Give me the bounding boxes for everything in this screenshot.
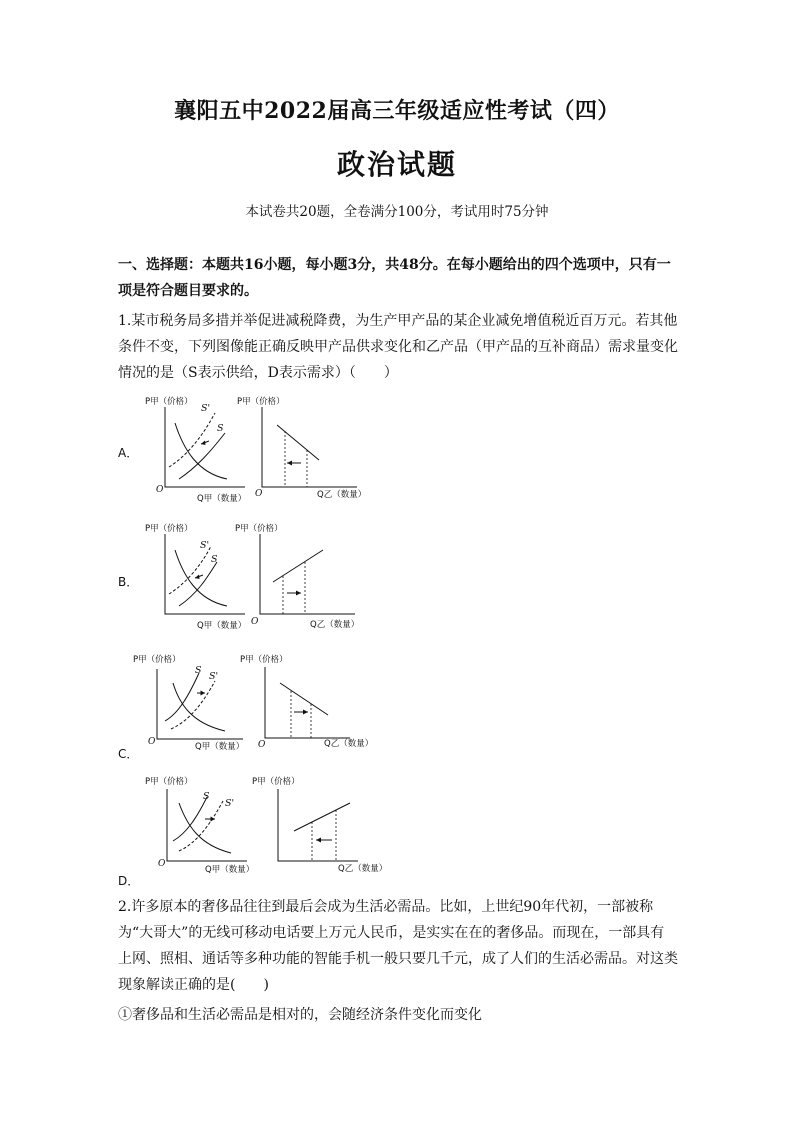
axes xyxy=(157,669,243,739)
price-axis-label: P甲（价格） xyxy=(145,524,193,534)
supply-curve-new xyxy=(169,546,211,594)
price-axis-label: P甲（价格） xyxy=(235,524,283,534)
quantity-axis-label: Q乙（数量） xyxy=(317,490,367,500)
axes xyxy=(265,667,350,738)
option-b-label: B． xyxy=(118,575,139,589)
price-axis-label: P甲（价格） xyxy=(145,777,193,787)
axes xyxy=(278,789,358,861)
supply-curve-original xyxy=(165,673,199,721)
demand-curve xyxy=(175,550,227,606)
subject-title: 政治试题 xyxy=(336,148,457,181)
quantity-axis-label: Q甲（数量） xyxy=(205,865,255,875)
origin-label: O xyxy=(258,740,266,750)
s-prime-label: S' xyxy=(225,798,235,809)
supply-curve-original xyxy=(179,562,217,606)
option-d-demand-graph xyxy=(252,773,402,885)
origin-label: O xyxy=(255,489,263,499)
price-axis-label: P甲（价格） xyxy=(133,655,181,665)
origin-label: O xyxy=(251,617,259,627)
s-prime-label: S' xyxy=(200,540,210,551)
origin-label: O xyxy=(158,859,166,869)
demand-line xyxy=(277,425,319,460)
demand-line xyxy=(273,550,323,582)
school-title: 襄阳五中2022届高三年级适应性考试（四） xyxy=(174,98,620,124)
option-c-supply-graph xyxy=(133,651,255,763)
quantity-axis-label: Q甲（数量） xyxy=(197,621,247,631)
option-a-demand-graph xyxy=(237,393,377,505)
supply-curve-new xyxy=(171,681,215,729)
axes xyxy=(262,407,357,487)
supply-curve-new xyxy=(169,413,215,467)
quantity-axis-label: Q乙（数量） xyxy=(324,739,374,749)
s-label: S xyxy=(217,423,224,434)
option-b-demand-graph xyxy=(235,520,375,632)
question-2-option-1: ①奢侈品和生活必需品是相对的，会随经济条件变化而变化 xyxy=(118,1007,482,1023)
price-axis-label: P甲（价格） xyxy=(145,397,193,407)
s-label: S xyxy=(211,554,218,565)
option-c-demand-graph xyxy=(240,651,380,763)
quantity-axis-label: Q甲（数量） xyxy=(195,742,245,752)
s-prime-label: S' xyxy=(209,671,219,682)
supply-curve-original xyxy=(179,433,225,479)
axes xyxy=(260,534,355,614)
s-label: S xyxy=(203,791,210,802)
price-axis-label: P甲（价格） xyxy=(237,397,285,407)
quantity-axis-label: Q乙（数量） xyxy=(310,620,360,630)
price-axis-label: P甲（价格） xyxy=(252,777,300,787)
option-a-label: A． xyxy=(118,446,139,460)
supply-curve-original xyxy=(173,797,207,841)
option-d-supply-graph xyxy=(145,773,267,885)
price-axis-label: P甲（价格） xyxy=(240,655,288,665)
quantity-axis-label: Q乙（数量） xyxy=(338,864,388,874)
option-d-label: D． xyxy=(118,874,140,888)
quantity-axis-label: Q甲（数量） xyxy=(197,494,247,504)
exam-note: 本试卷共20题，全卷满分100分，考试用时75分钟 xyxy=(245,204,549,220)
demand-line xyxy=(294,803,350,831)
origin-label: O xyxy=(148,737,156,747)
question-2-text: 2.许多原本的奢侈品往往到最后会成为生活必需品。比如，上世纪90年代初，一部被称为“大哥大”的无线可移动电话要上万元人民币，是实实在在的奢侈品。而现在，一部具有上网、照相、通话等多种功能的智能手机一般只要几千元，成了人们的生活必需品。对这类现象解读正确的是( ) xyxy=(118,899,678,993)
axes xyxy=(165,407,245,487)
s-prime-label: S' xyxy=(201,403,211,414)
option-c-label: C． xyxy=(118,747,139,761)
origin-label: O xyxy=(156,485,164,495)
s-label: S xyxy=(195,665,202,676)
section-heading: 一、选择题：本题共16小题，每小题3分，共48分。在每小题给出的四个选项中，只有一项是符合题目要求的。 xyxy=(118,257,671,299)
question-1-text: 1.某市税务局多措并举促进减税降费，为生产甲产品的某企业减免增值税近百万元。若其他条件不变，下列图像能正确反映甲产品供求变化和乙产品（甲产品的互补商品）需求量变化情况的是（S表示供给，D表示需求）（ ） xyxy=(118,313,678,381)
demand-curve xyxy=(179,803,231,853)
